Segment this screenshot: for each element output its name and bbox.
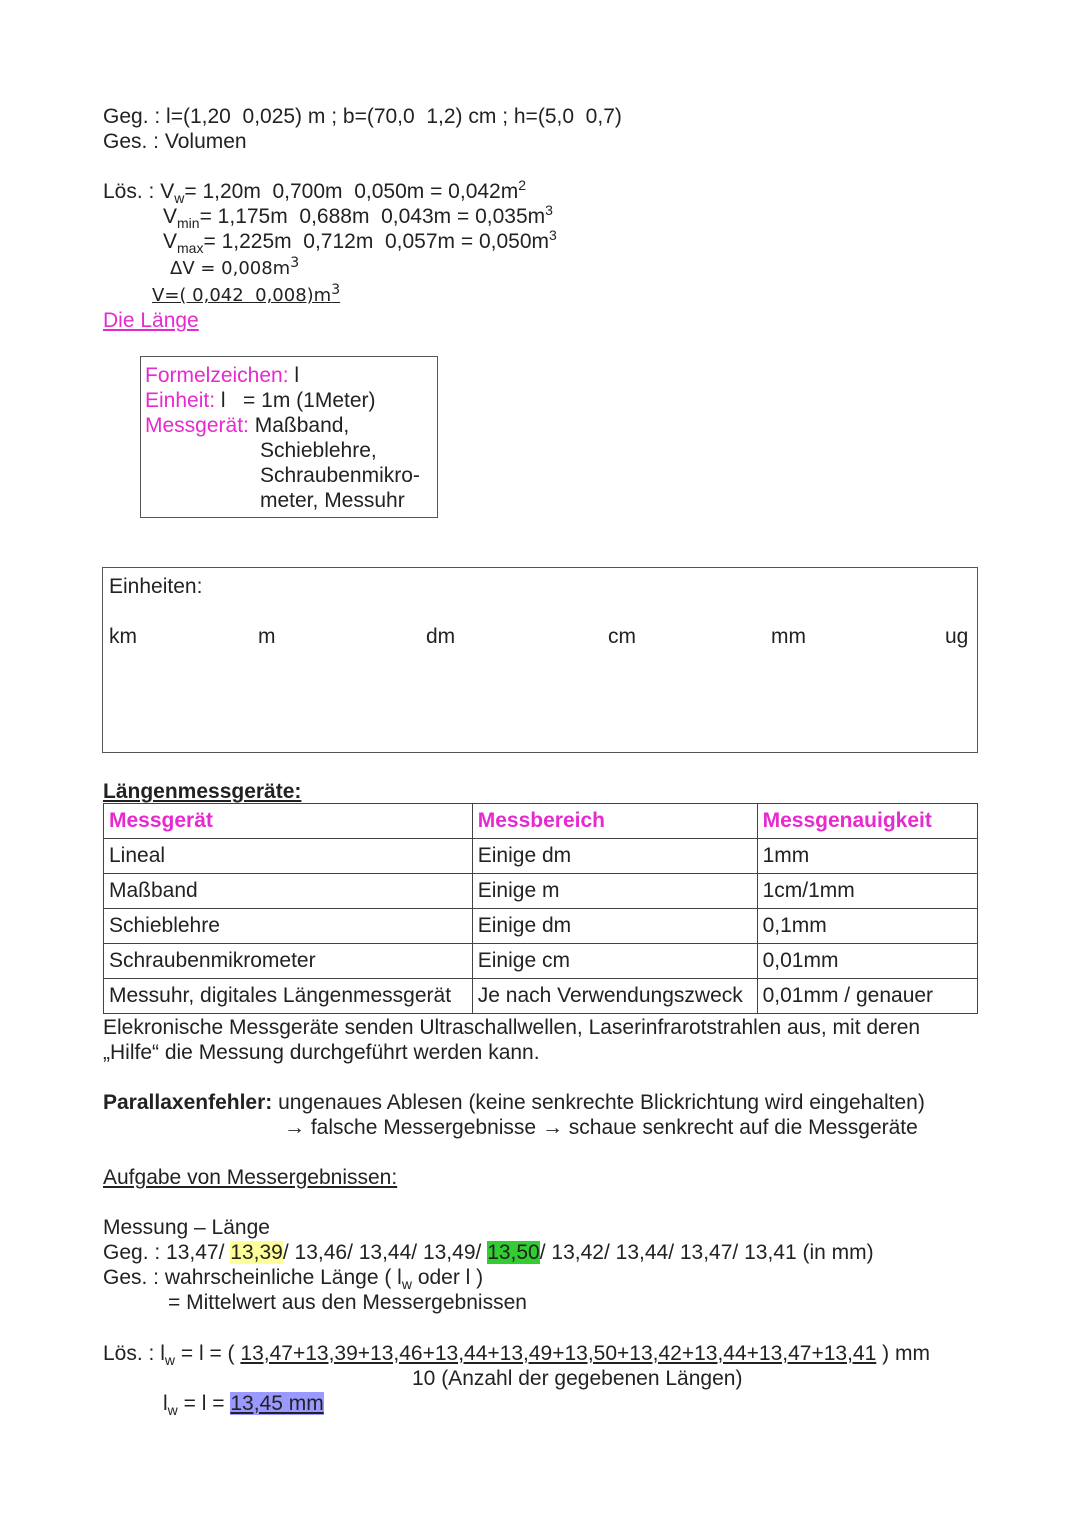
- task-given-line: [103, 1240, 874, 1265]
- lw-symbol: l: [160, 1342, 165, 1365]
- einheit-value: l = 1m (1Meter): [220, 389, 376, 412]
- column-header: Messgerät: [104, 804, 473, 839]
- vmin-expression: = 1,175m 0,688m 0,043m = 0,035m: [199, 205, 546, 228]
- fraction-denominator: 10 (Anzahl der gegebenen Längen): [412, 1367, 743, 1390]
- messgeraet-item: meter, Messuhr: [260, 489, 405, 512]
- table-row: [104, 979, 978, 1014]
- unit-label: m: [258, 625, 276, 648]
- given-values: / 13,42/ 13,44/ 13,47/ 13,41 (in mm): [539, 1241, 874, 1264]
- table-cell: Maßband: [104, 874, 473, 909]
- messgeraet-item: Schraubenmikro-: [260, 464, 420, 487]
- sought-label: Ges. :: [103, 1266, 160, 1289]
- table-row: [104, 874, 978, 909]
- vmin-symbol: V: [163, 205, 178, 228]
- table-cell: Je nach Verwendungszweck: [472, 979, 757, 1014]
- electronic-note: Elekronische Messgeräte senden Ultraschallwellen, Laserinfrarotstrahlen aus, mit deren: [103, 1016, 921, 1039]
- sought-value: Volumen: [164, 130, 247, 153]
- sought-text: oder l ): [417, 1266, 484, 1289]
- task-sought-line: [103, 1265, 484, 1293]
- parallax-text: → falsche Messergebnisse → schaue senkrecht auf die Messgeräte: [284, 1116, 918, 1139]
- table-cell: 1mm: [757, 839, 977, 874]
- units-title: Einheiten:: [109, 575, 203, 598]
- table-cell: 0,01mm / genauer: [757, 979, 977, 1014]
- vmin-exponent: 3: [545, 202, 553, 218]
- formelzeichen-line: [145, 363, 299, 388]
- table-cell: Einige dm: [472, 909, 757, 944]
- vw-expression: = 1,20m 0,700m 0,050m = 0,042m: [184, 180, 519, 203]
- vmax-subscript: max: [177, 240, 204, 257]
- parallax-text: ungenaues Ablesen (keine senkrechte Blickrichtung wird eingehalten): [278, 1091, 925, 1114]
- unit-label: mm: [771, 625, 806, 648]
- units-box: [102, 567, 978, 753]
- sought-text: = Mittelwert aus den Messergebnissen: [168, 1291, 527, 1314]
- given-label: Geg. :: [103, 1241, 161, 1264]
- task-solution-line: [103, 1341, 930, 1369]
- table-cell: Schraubenmikrometer: [104, 944, 473, 979]
- table-cell: 1cm/1mm: [757, 874, 977, 909]
- volume-result-line: [152, 283, 340, 308]
- mean-result: 13,45 mm: [230, 1392, 324, 1415]
- column-header: Messbereich: [472, 804, 757, 839]
- given-values: / 13,46/ 13,44/ 13,49/: [282, 1241, 482, 1264]
- table-cell: Schieblehre: [104, 909, 473, 944]
- instruments-heading: Längenmessgeräte:: [103, 780, 302, 803]
- table-cell: Lineal: [104, 839, 473, 874]
- table-cell: 0,01mm: [757, 944, 977, 979]
- instruments-table: [103, 803, 978, 1014]
- delta-expression: ΔV = 0,008m: [170, 258, 291, 279]
- equation-unit: ) mm: [882, 1342, 930, 1365]
- table-cell: Einige dm: [472, 839, 757, 874]
- table-cell: Einige m: [472, 874, 757, 909]
- solution-label: Lös. :: [103, 180, 155, 203]
- messgeraet-item: Schieblehre,: [260, 439, 377, 462]
- formelzeichen-value: l: [294, 364, 300, 387]
- messgeraet-item: Maßband,: [254, 414, 350, 437]
- electronic-note: „Hilfe“ die Messung durchgeführt werden kann.: [103, 1041, 540, 1064]
- volume-result: V=( 0,042 0,008)m: [152, 285, 332, 306]
- task-result-line: [163, 1391, 324, 1419]
- vmax-exponent: 3: [549, 227, 557, 243]
- table-header-row: [104, 804, 978, 839]
- unit-label: cm: [608, 625, 636, 648]
- einheit-line: [145, 388, 376, 413]
- equation-lhs: = l =: [183, 1392, 225, 1415]
- task-measurement: Messung – Länge: [103, 1216, 270, 1239]
- vmax-expression: = 1,225m 0,712m 0,057m = 0,050m: [203, 230, 550, 253]
- solution-label: Lös. :: [103, 1342, 155, 1365]
- vmin-subscript: min: [177, 215, 200, 232]
- vw-subscript: w: [174, 190, 185, 207]
- table-row: [104, 839, 978, 874]
- task-heading: Aufgabe von Messergebnissen:: [103, 1166, 398, 1189]
- lw-symbol: l: [163, 1392, 168, 1415]
- highlight-max-value: 13,50: [487, 1241, 540, 1264]
- sought-text: wahrscheinliche Länge ( l: [164, 1266, 402, 1289]
- lw-subscript: w: [167, 1402, 178, 1419]
- vw-exponent: 2: [518, 177, 527, 193]
- unit-label: ug: [945, 625, 969, 648]
- column-header: Messgenauigkeit: [757, 804, 977, 839]
- parallax-line: [103, 1090, 925, 1115]
- section-title: Die Länge: [103, 309, 199, 332]
- volume-vmin-line: [163, 202, 553, 232]
- fraction-numerator: 13,47+13,39+13,46+13,44+13,49+13,50+13,42+13,44+13,47+13,41: [240, 1342, 877, 1365]
- lw-subscript: w: [401, 1276, 412, 1293]
- vw-symbol: V: [160, 180, 175, 203]
- volume-delta-line: [170, 256, 299, 281]
- formelzeichen-label: Formelzeichen:: [145, 364, 289, 387]
- table-row: [104, 909, 978, 944]
- table-cell: Messuhr, digitales Längenmessgerät: [104, 979, 473, 1014]
- messgeraet-line: [145, 413, 349, 438]
- lw-subscript: w: [164, 1352, 176, 1369]
- parallax-label: Parallaxenfehler:: [103, 1091, 273, 1114]
- table-row: [104, 944, 978, 979]
- table-cell: 0,1mm: [757, 909, 977, 944]
- delta-exponent: 3: [290, 255, 300, 271]
- equation-lhs: = l = (: [180, 1342, 235, 1365]
- sought-line: [103, 129, 247, 154]
- given-line: [103, 104, 622, 129]
- table-cell: Einige cm: [472, 944, 757, 979]
- vmax-symbol: V: [163, 230, 178, 253]
- unit-label: dm: [426, 625, 456, 648]
- volume-vw-line: [103, 177, 527, 207]
- given-values: 13,47/: [166, 1241, 225, 1264]
- sought-label: Ges. :: [103, 130, 160, 153]
- einheit-label: Einheit:: [145, 389, 216, 412]
- unit-label: km: [109, 625, 137, 648]
- given-label: Geg. :: [103, 105, 161, 128]
- messgeraet-label: Messgerät:: [145, 414, 249, 437]
- given-values: l=(1,20 0,025) m ; b=(70,0 1,2) cm ; h=(5,0 0,7): [166, 105, 622, 128]
- volume-result-exponent: 3: [331, 282, 341, 298]
- highlight-min-value: 13,39: [230, 1241, 283, 1264]
- volume-vmax-line: [163, 227, 557, 257]
